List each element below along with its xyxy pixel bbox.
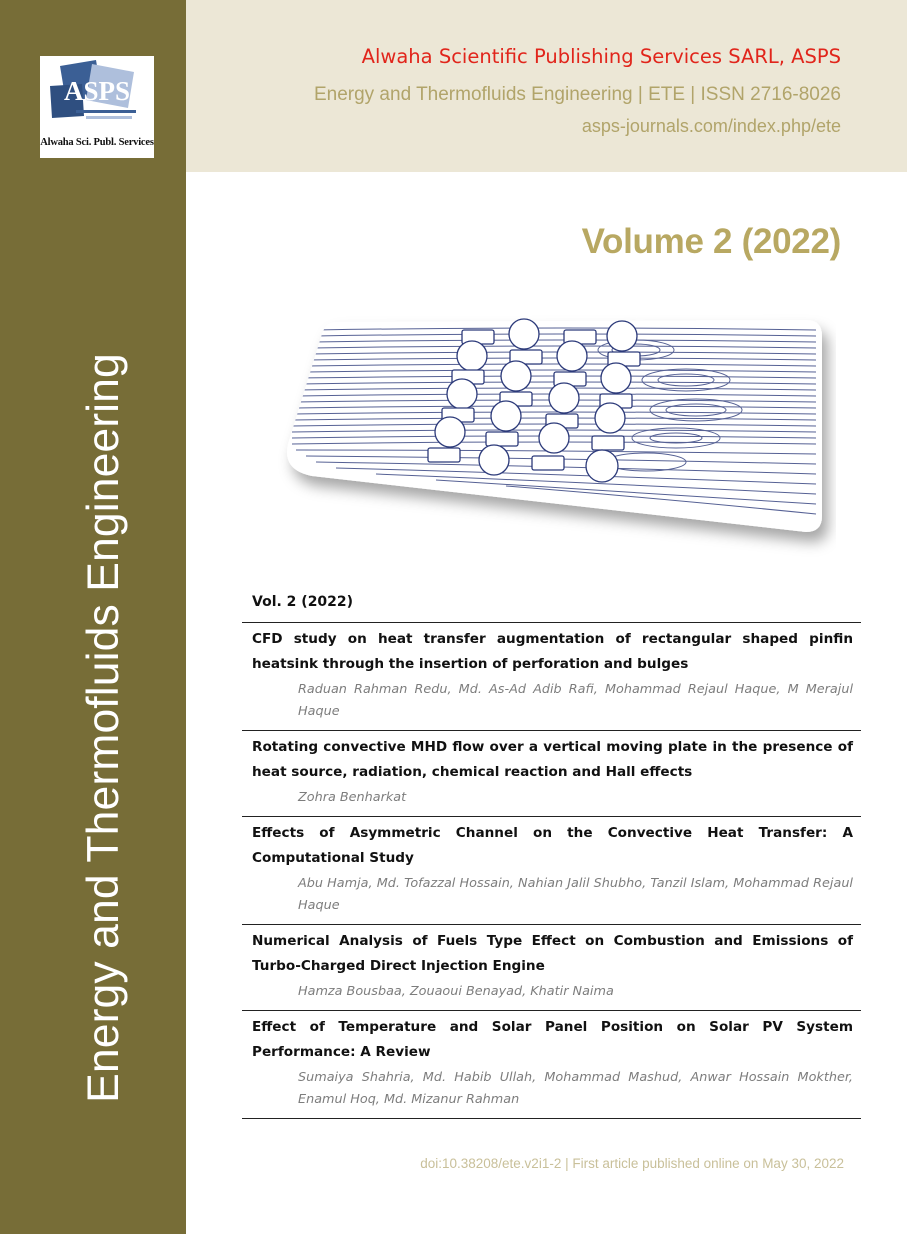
asps-logo-mark bbox=[40, 56, 154, 136]
header-band bbox=[186, 0, 907, 172]
cover-flow-image bbox=[276, 310, 836, 560]
asps-logo bbox=[40, 56, 154, 158]
sidebar bbox=[0, 0, 186, 1234]
toc-article[interactable] bbox=[242, 731, 861, 817]
journal-url[interactable]: asps-journals.com/index.php/ete bbox=[581, 116, 841, 136]
article-title[interactable]: Rotating convective MHD flow over a vertical moving plate in the presence of heat source, radiation, chemical reaction and Hall effects bbox=[252, 739, 853, 780]
toc-article[interactable] bbox=[242, 817, 861, 925]
article-title[interactable]: Numerical Analysis of Fuels Type Effect on Combustion and Emissions of Turbo-Charged Direct Injection Engine bbox=[252, 933, 853, 974]
table-of-contents bbox=[242, 590, 861, 1119]
article-authors: Abu Hamja, Md. Tofazzal Hossain, Nahian Jalil Shubho, Tanzil Islam, Mohammad Rejaul Haque bbox=[298, 876, 853, 913]
toc-heading: Vol. 2 (2022) bbox=[242, 590, 861, 623]
journal-issn-line: Energy and Thermofluids Engineering | ETE | ISSN 2716-8026 bbox=[313, 84, 841, 105]
article-authors: Raduan Rahman Redu, Md. As-Ad Adib Rafi, Mohammad Rejaul Haque, M Merajul Haque bbox=[298, 682, 853, 719]
footer-doi: doi:10.38208/ete.v2i1-2 | First article published online on May 30, 2022 bbox=[420, 1156, 844, 1171]
logo-text: ASPS bbox=[63, 76, 131, 106]
toc-article[interactable] bbox=[242, 925, 861, 1011]
toc-article[interactable] bbox=[242, 1011, 861, 1119]
logo-caption: Alwaha Sci. Publ. Services bbox=[40, 137, 154, 148]
toc-article[interactable] bbox=[242, 623, 861, 731]
publisher-name: Alwaha Scientific Publishing Services SARL, ASPS bbox=[361, 45, 841, 68]
article-authors: Zohra Benharkat bbox=[298, 790, 407, 805]
article-title[interactable]: Effect of Temperature and Solar Panel Position on Solar PV System Performance: A Review bbox=[252, 1019, 853, 1060]
article-authors: Sumaiya Shahria, Md. Habib Ullah, Mohammad Mashud, Anwar Hossain Mokther, Enamul Hoq, Md. Mizanur Rahman bbox=[298, 1070, 853, 1107]
spine-title: Energy and Thermofluids Engineering bbox=[79, 353, 128, 1103]
article-authors: Hamza Bousbaa, Zouaoui Benayad, Khatir Naima bbox=[298, 984, 614, 999]
article-title[interactable]: Effects of Asymmetric Channel on the Convective Heat Transfer: A Computational Study bbox=[252, 825, 853, 866]
volume-title: Volume 2 (2022) bbox=[581, 222, 841, 261]
article-title[interactable]: CFD study on heat transfer augmentation of rectangular shaped pinfin heatsink through the insertion of perforation and bulges bbox=[252, 631, 853, 672]
